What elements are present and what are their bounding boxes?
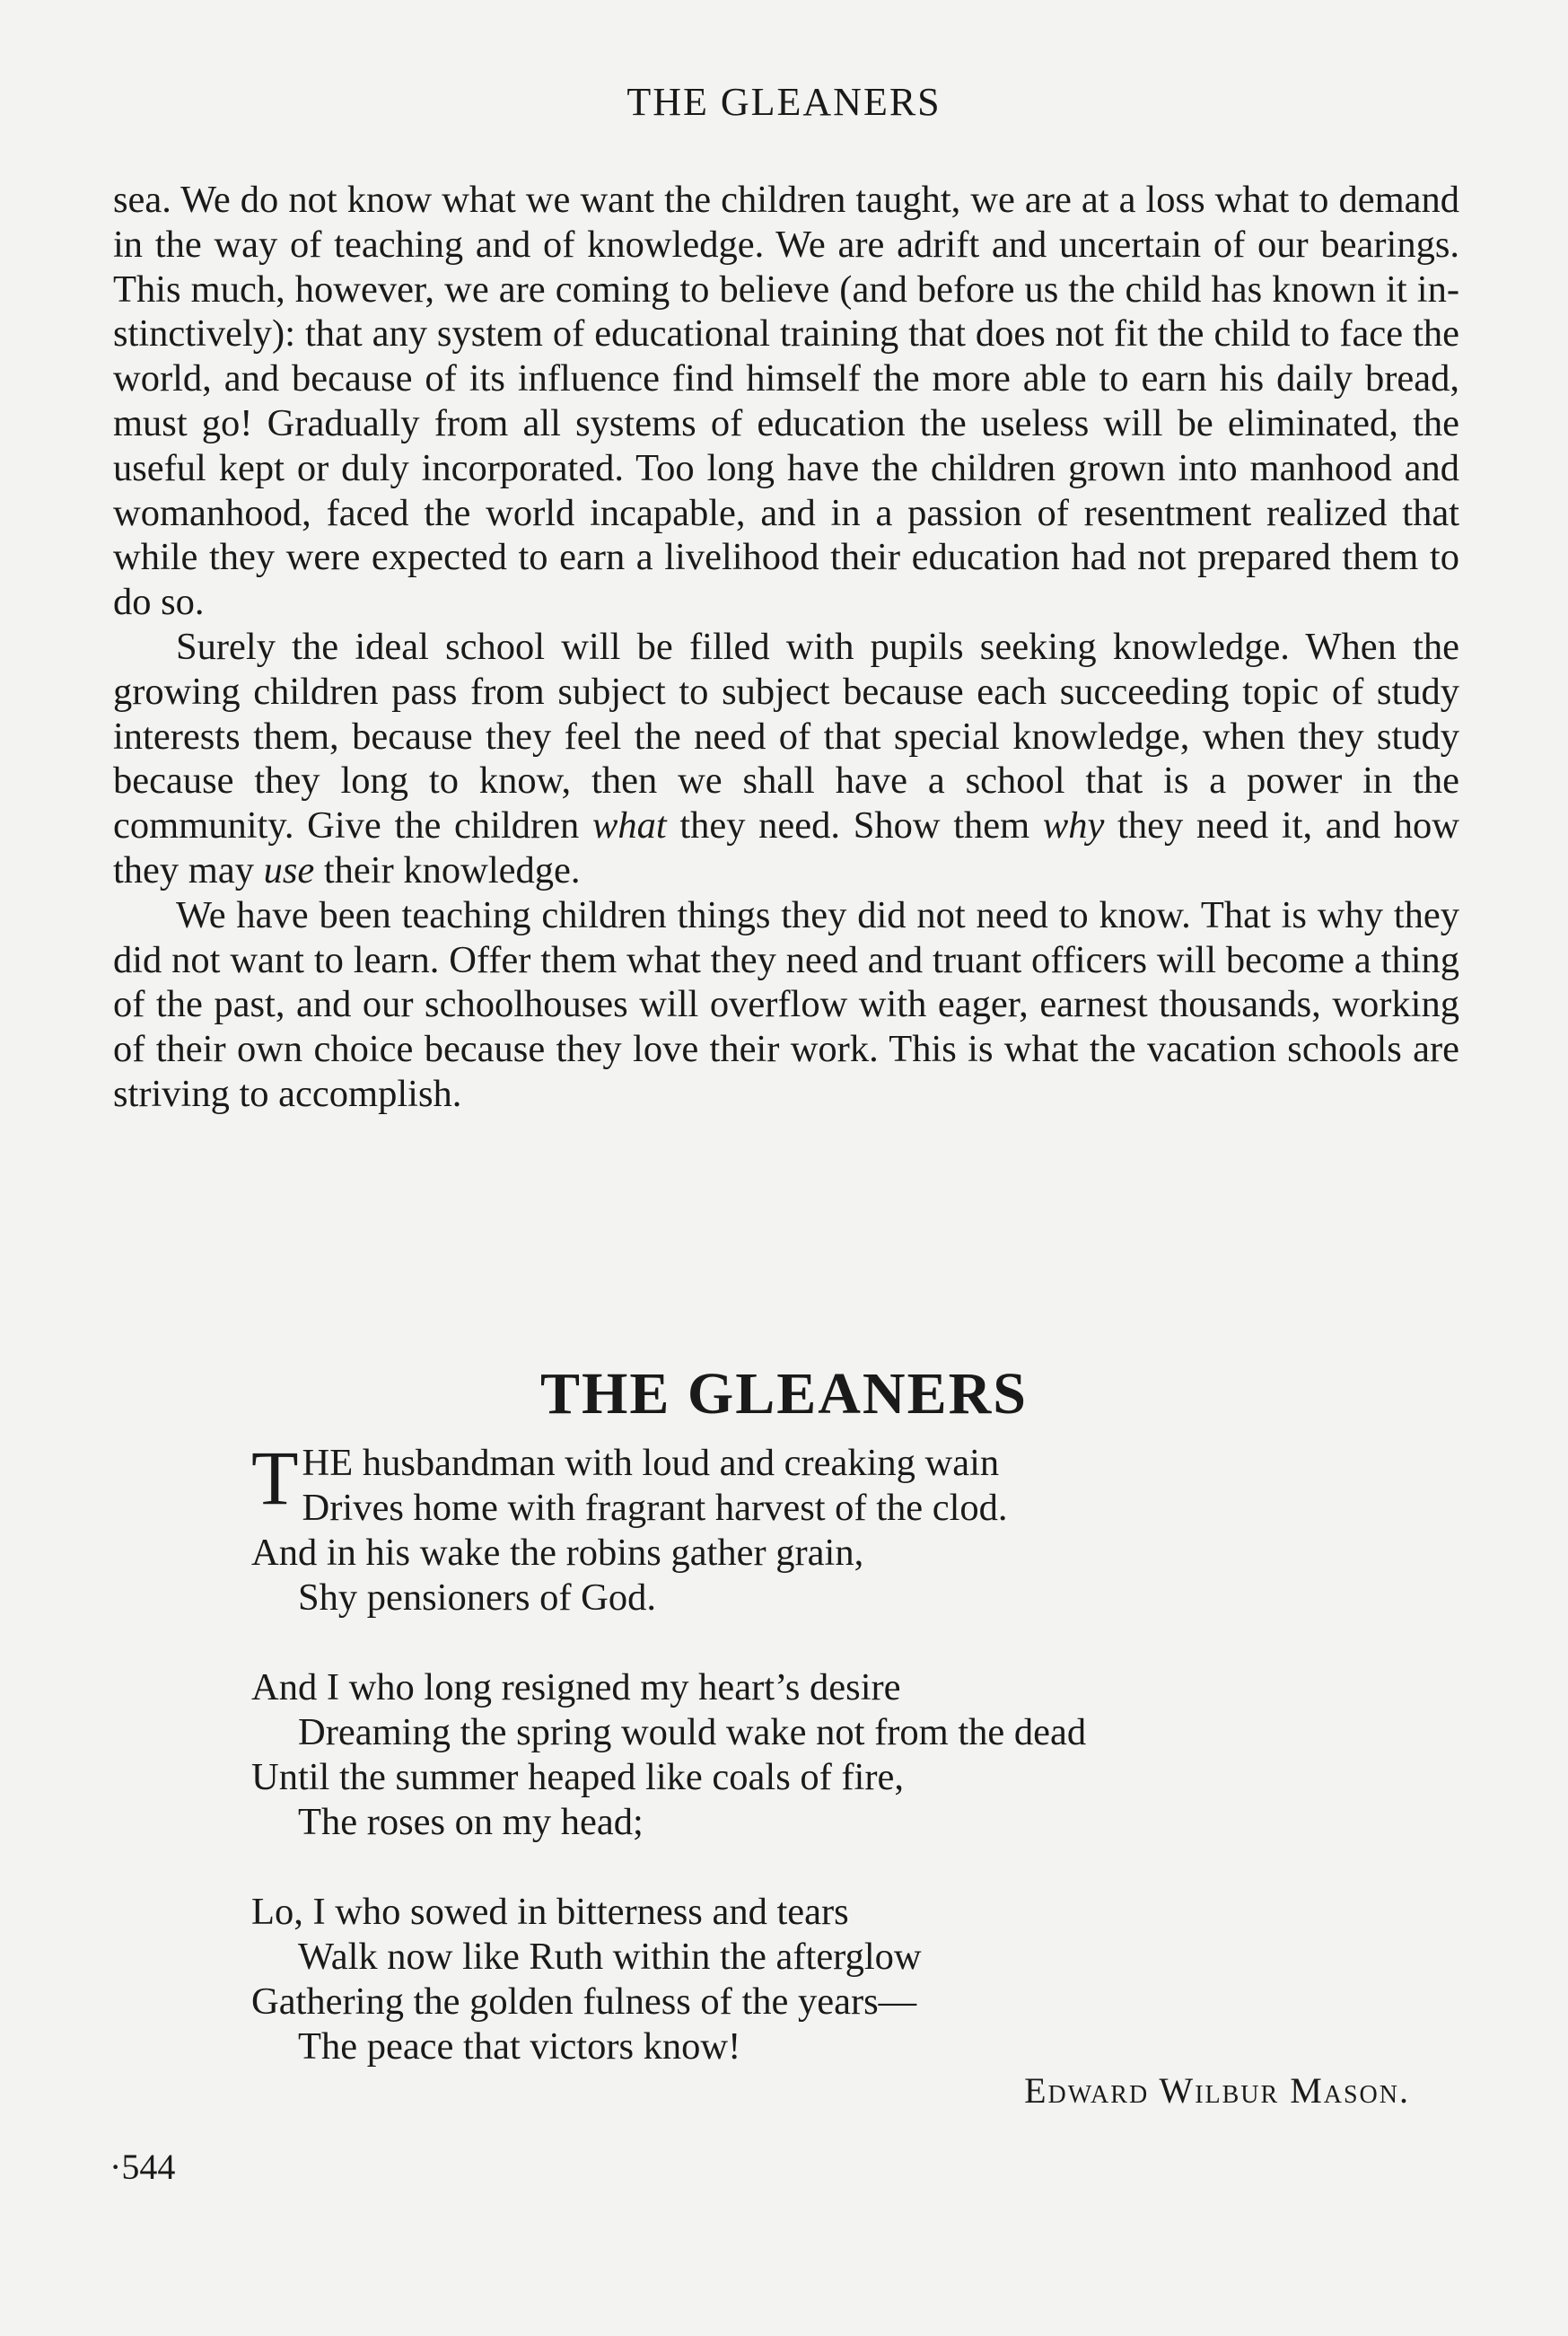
poem-title: THE GLEANERS bbox=[540, 1361, 1028, 1427]
emphasis-use: use bbox=[263, 848, 315, 891]
poem-line-1-3: And in his wake the robins gather grain, bbox=[251, 1532, 864, 1574]
poem-line-2-4: The roses on my head; bbox=[298, 1801, 644, 1843]
poem-line-3-2: Walk now like Ruth within the afterglow bbox=[298, 1936, 922, 1978]
drop-cap: T bbox=[251, 1435, 299, 1521]
emphasis-why: why bbox=[1042, 804, 1105, 847]
stanza-2 bbox=[251, 1665, 1418, 1845]
poem-line-1-2: Drives home with fragrant harvest of the clod. bbox=[302, 1487, 1008, 1529]
poem-line-1-4: Shy pensioners of God. bbox=[298, 1576, 656, 1619]
stanza-1 bbox=[251, 1435, 1418, 1620]
paragraph-2-part-a: Surely the ideal school will be filled with pupils seeking knowledge. When the growing children pass from subject to subject because each succeeding topic of study interests them, because they feel the need of that special knowledge, when they study because they long to know, then we shall have a school that is a power in the community. Give the children bbox=[113, 625, 1459, 847]
page-number: ·544 bbox=[109, 2147, 176, 2187]
poem-line-2-3: Until the summer heaped like coals of fire, bbox=[251, 1756, 904, 1798]
poem-line-3-4: The peace that victors know! bbox=[298, 2025, 741, 2068]
emphasis-what: what bbox=[591, 804, 667, 847]
poem bbox=[251, 1435, 1418, 2114]
paragraph-2-part-c: they need it, and how they may bbox=[113, 804, 1459, 891]
poem-author: Edward Wilbur Mason. bbox=[1024, 2070, 1410, 2111]
paragraph-2-part-b: they need. Show them bbox=[666, 804, 1043, 847]
poem-line-3-1: Lo, I who sowed in bitterness and tears bbox=[251, 1891, 849, 1933]
essay-text bbox=[113, 178, 1459, 1117]
paragraph-2 bbox=[113, 625, 1459, 893]
paragraph-2-part-d: their knowledge. bbox=[314, 848, 581, 891]
poem-line-3-3: Gathering the golden fulness of the years— bbox=[251, 1980, 917, 2023]
paragraph-1: sea. We do not know what we want the children taught, we are at a loss what to demand in the way of teaching and of knowledge. We are adrift and uncertain of our bearings. This much, however, we are coming to believe (and before us the child has known it instinctively): that any system of educational training that does not fit the child to face the world, and because of its influence find himself the more able to earn his daily bread, must go! Gradually from all systems of education the useless will be eliminated, the useful kept or duly incorporated. Too long have the children grown into manhood and womanhood, faced the world incapable, and in a passion of resentment realized that while they were expected to earn a livelihood their education had not prepared them to do so. bbox=[113, 179, 1459, 624]
poem-line bbox=[251, 1435, 1418, 1531]
paragraph-3: We have been teaching children things they did not need to know. That is why they did not want to learn. Offer them what they need and truant officers will become a thing of the past, and our schoolhouses will overflow with eager, earnest thousands, working of their own choice because they love their work. This is what the vacation schools are striving to accomplish. bbox=[113, 893, 1459, 1115]
poem-line-1-1: HE husbandman with loud and creaking wain bbox=[302, 1442, 1000, 1484]
poem-line-2-1: And I who long resigned my heart’s desire bbox=[251, 1666, 901, 1708]
poem-line-2-2: Dreaming the spring would wake not from the dead bbox=[298, 1711, 1087, 1753]
stanza-3 bbox=[251, 1890, 1418, 2069]
running-head: THE GLEANERS bbox=[626, 80, 942, 124]
